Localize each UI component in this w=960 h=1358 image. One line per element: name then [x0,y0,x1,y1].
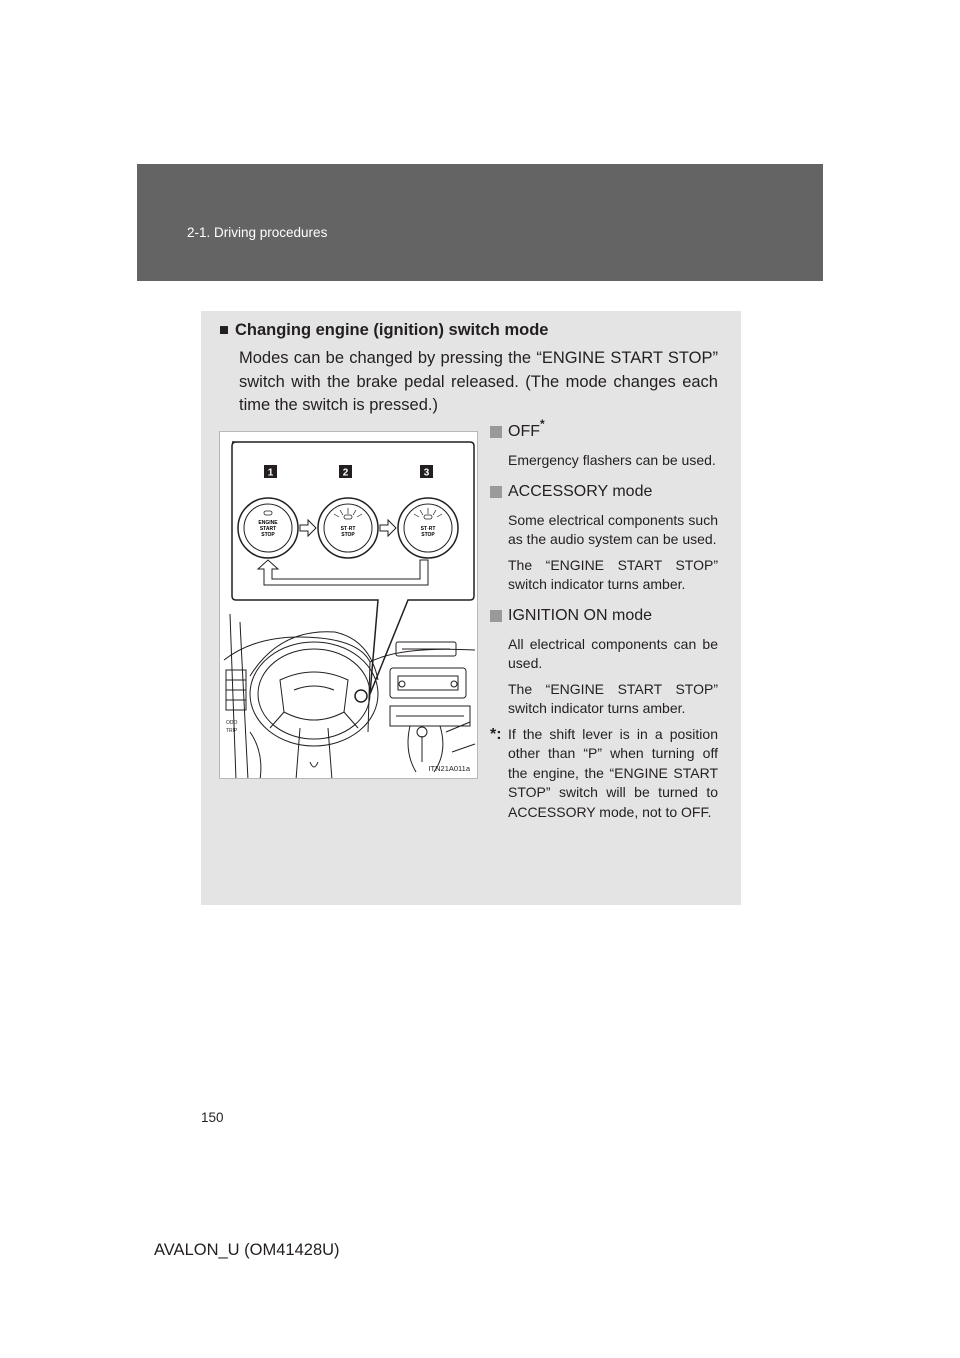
footnote [490,725,718,823]
dashboard-drawing [224,614,475,779]
engine-start-button-accessory [318,498,378,558]
mode-accessory-heading: ACCESSORY mode [490,483,718,501]
dashboard-illustration [220,432,478,779]
mode-accessory-indicator-text: The “ENGINE START STOP” switch indicator turns amber. [508,556,718,592]
footnote-asterisk: * [540,416,545,431]
mode-ignition-indicator-text: The “ENGINE START STOP” switch indicator turns amber. [508,680,718,716]
mode-ignition-heading: IGNITION ON mode [490,607,718,625]
section-title [219,321,548,340]
svg-text:ST◦RT: ST◦RT [340,526,356,532]
page-number: 150 [201,1110,224,1125]
chapter-header [137,164,823,281]
svg-text:ODO: ODO [226,720,238,726]
figure-code: ITN21A011a [428,764,470,773]
svg-text:2: 2 [342,467,349,479]
engine-start-button-ignition-on [398,498,458,558]
square-bullet-icon [490,426,502,438]
svg-text:STOP: STOP [421,532,435,538]
footnote-text: If the shift lever is in a position other than “P” when turning off the engine, the “ENGINE START STOP” switch will be turned to ACCESSORY mode, not to OFF. [508,725,718,820]
svg-text:STOP: STOP [341,532,355,538]
switch-location-marker [355,690,367,702]
svg-text:START: START [259,526,277,532]
step-label-3 [420,465,433,479]
svg-text:TRIP: TRIP [226,728,238,734]
square-bullet-icon [490,486,502,498]
svg-text:3: 3 [423,467,430,479]
svg-text:ST◦RT: ST◦RT [420,526,436,532]
section-title-text: Changing engine (ignition) switch mode [234,321,549,339]
section-description: Modes can be changed by pressing the “ENGINE START STOP” switch with the brake pedal released. (The mode changes each time the switch is pressed.) [239,349,718,414]
mode-off-heading: OFF* [490,423,718,441]
info-panel [201,311,741,905]
svg-text:1: 1 [267,467,274,479]
mode-ignition-text: All electrical components can be used. [508,635,718,671]
square-bullet-icon: ■ [219,321,229,339]
square-bullet-icon [490,610,502,622]
step-label-2 [339,465,352,479]
section-name: 2-1. Driving procedures [187,225,328,240]
footnote-mark: *: [490,725,502,743]
mode-off-text: Emergency flashers can be used. [508,452,716,468]
switch-illustration [219,431,478,779]
mode-accessory-text: Some electrical components such as the audio system can be used. [508,511,718,547]
step-label-1 [264,465,277,479]
svg-text:ENGINE: ENGINE [258,520,278,526]
engine-start-button-off [238,498,298,558]
mode-list [490,416,718,822]
svg-text:STOP: STOP [261,532,275,538]
document-code: AVALON_U (OM41428U) [154,1241,340,1259]
